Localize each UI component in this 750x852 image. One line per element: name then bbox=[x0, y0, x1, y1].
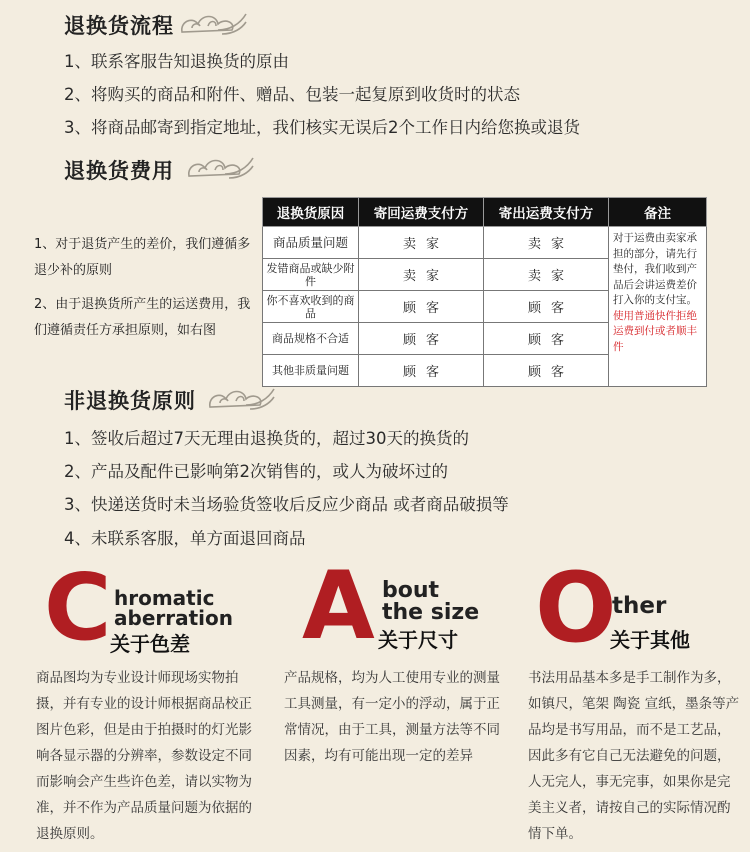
cloud-ornament-icon bbox=[185, 152, 255, 184]
big-letter-c: C bbox=[44, 554, 112, 661]
big-letter-a: A bbox=[302, 552, 375, 661]
non-returns-item-3: 3、快递送货时未当场验货签收后反应少商品 或者商品破损等 bbox=[64, 495, 509, 514]
info-paragraph: 商品图均为专业设计师现场实物拍摄，并有专业的设计师根据商品校正图片色彩，但是由于拍摄时的灯光影响各显示器的分辨率，参数设定不同而影响会产生些许色差，请以实物为准，并不作为产品质量问题为依据的退换原则。 bbox=[36, 670, 252, 842]
table-cell-send-payer: 卖家 bbox=[484, 259, 609, 291]
table-header: 寄回运费支付方 bbox=[359, 198, 484, 227]
table-header: 寄出运费支付方 bbox=[484, 198, 609, 227]
table-cell-return-payer: 顾客 bbox=[359, 323, 484, 355]
table-cell-return-payer: 卖家 bbox=[359, 259, 484, 291]
returns-process-title: 退换货流程 bbox=[64, 14, 174, 38]
fees-note-2: 2、由于退换货所产生的运送费用，我们遵循责任方承担原则，如右图 bbox=[34, 297, 251, 338]
info-chinese-title: 关于尺寸 bbox=[378, 628, 458, 652]
table-row bbox=[263, 227, 707, 259]
cloud-ornament-icon bbox=[178, 8, 248, 40]
table-cell-return-payer: 顾客 bbox=[359, 291, 484, 323]
table-cell-return-payer: 顾客 bbox=[359, 355, 484, 387]
table-cell-reason: 其他非质量问题 bbox=[263, 355, 359, 387]
fees-title: 退换货费用 bbox=[64, 159, 174, 183]
fees-note-1: 1、对于退货产生的差价，我们遵循多退少补的原则 bbox=[34, 237, 251, 278]
non-returns-item-2: 2、产品及配件已影响第2次销售的，或人为破坏过的 bbox=[64, 462, 448, 481]
returns-step-2: 2、将购买的商品和附件、赠品、包装一起复原到收货时的状态 bbox=[64, 85, 520, 104]
cloud-ornament-icon bbox=[206, 383, 276, 415]
table-cell-reason: 商品质量问题 bbox=[263, 227, 359, 259]
remark-text: 对于运费由卖家承担的部分，请先行垫付，我们收到产品后会讲运费差价打入你的支付宝。 bbox=[613, 232, 697, 306]
non-returns-item-1: 1、签收后超过7天无理由退换货的，超过30天的换货的 bbox=[64, 429, 469, 448]
returns-step-1: 1、联系客服告知退换货的原由 bbox=[64, 52, 289, 71]
info-english-line: aberration bbox=[114, 606, 233, 630]
table-cell-reason: 你不喜欢收到的商品 bbox=[263, 291, 359, 323]
big-letter-o: O bbox=[535, 552, 617, 664]
info-chinese-title: 关于色差 bbox=[110, 632, 190, 656]
table-cell-send-payer: 顾客 bbox=[484, 355, 609, 387]
table-cell-reason: 商品规格不合适 bbox=[263, 323, 359, 355]
table-cell-send-payer: 顾客 bbox=[484, 291, 609, 323]
returns-step-3: 3、将商品邮寄到指定地址，我们核实无误后2个工作日内给您换或退货 bbox=[64, 118, 580, 137]
info-english-line: hromatic bbox=[114, 586, 215, 610]
fees-table bbox=[262, 197, 707, 387]
non-returns-title: 非退换货原则 bbox=[64, 389, 196, 413]
info-english-line: ther bbox=[612, 593, 667, 619]
table-header: 退换货原因 bbox=[263, 198, 359, 227]
table-cell-reason: 发错商品或缺少附件 bbox=[263, 259, 359, 291]
table-cell-send-payer: 卖家 bbox=[484, 227, 609, 259]
table-cell-send-payer: 顾客 bbox=[484, 323, 609, 355]
remark-red-text: 使用普通快件拒绝运费到付或者顺丰件 bbox=[613, 309, 697, 353]
table-header: 备注 bbox=[609, 198, 707, 227]
info-paragraph: 书法用品基本多是手工制作为多，如镇尺，笔架 陶瓷 宣纸，墨条等产品均是书写用品，而不是工艺品，因此多有它自己无法避免的问题，人无完人，事无完事，如果你是完美主义者，请按自己的实际情况酌情下单。 bbox=[528, 670, 740, 842]
info-english-line: bout bbox=[382, 578, 440, 603]
info-paragraph: 产品规格，均为人工使用专业的测量工具测量，有一定小的浮动，属于正常情况，由于工具，测量方法等不同因素，均有可能出现一定的差异 bbox=[284, 670, 500, 764]
non-returns-item-4: 4、未联系客服，单方面退回商品 bbox=[64, 529, 306, 548]
info-chinese-title: 关于其他 bbox=[610, 628, 690, 652]
table-remark bbox=[609, 227, 707, 387]
table-cell-return-payer: 卖家 bbox=[359, 227, 484, 259]
info-english-line: the size bbox=[382, 600, 480, 625]
